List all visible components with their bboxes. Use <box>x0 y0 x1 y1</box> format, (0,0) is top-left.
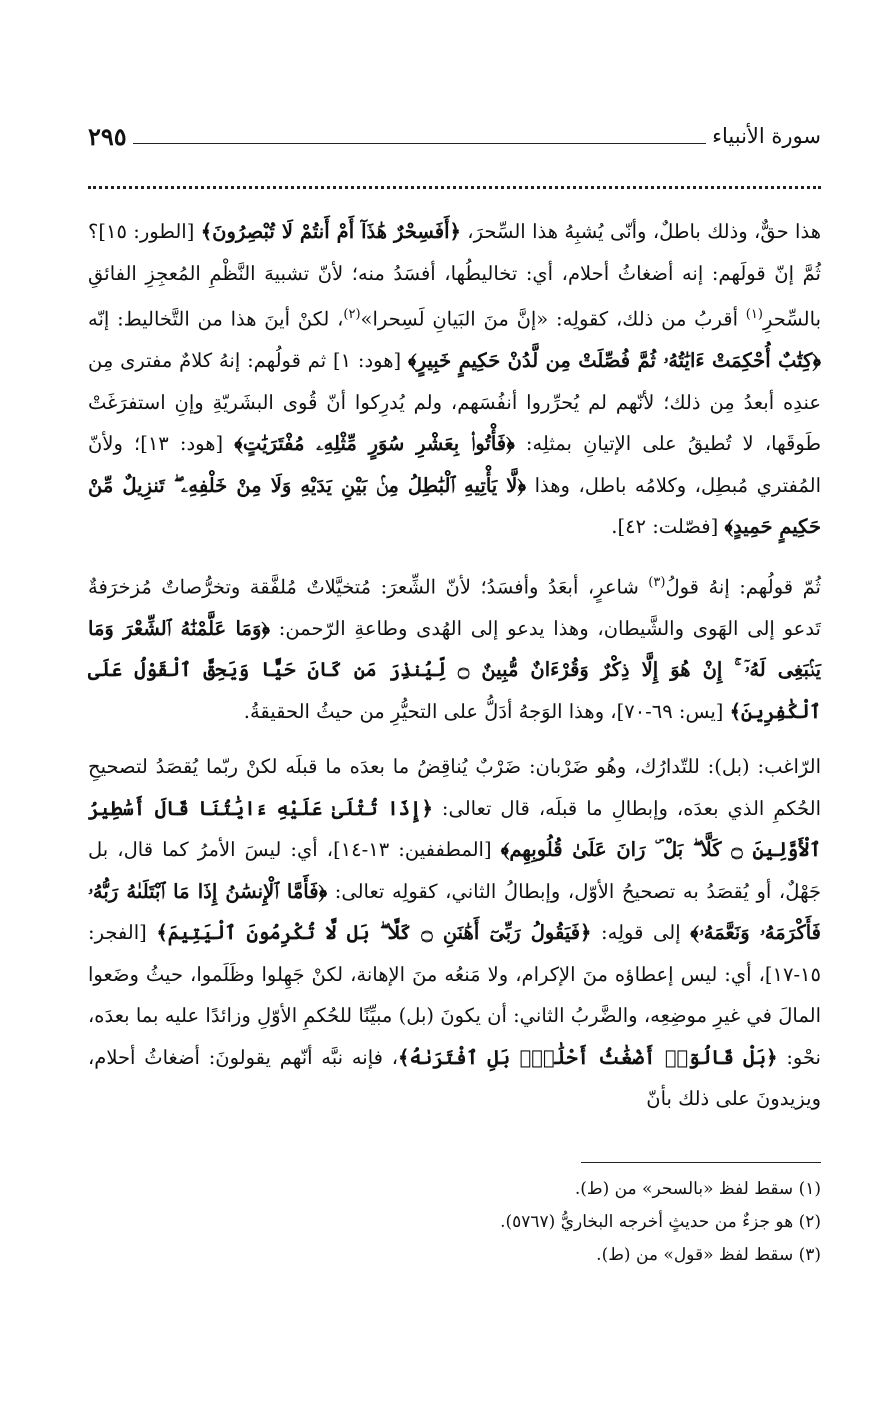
header-rule <box>133 129 706 144</box>
text-run: أقربُ من ذلك، كقولِه: «إنَّ منَ البَيانِ لَسِحرا» <box>360 307 746 331</box>
footnote-3: (٣) سقط لفظ «قول» من (ط). <box>596 1244 821 1265</box>
footnote-ref: (٢) <box>343 307 361 322</box>
main-text <box>88 211 821 1120</box>
quran-verse: ﴿فَأْتُوا۟ بِعَشْرِ سُوَرٍ مِّثْلِهِۦ مُفْتَرَيَٰتٍ﴾ <box>234 432 515 455</box>
surah-title: سورة الأنبياء <box>712 124 821 148</box>
text-run: [الطور: ١٥]؟ ثُمَّ إنّ قولَهم: إنه أضغاثُ أحلام، أي: تخاليطُها، أفسَدُ منه؛ لأنّ تشبيهَ النَّظْمِ المُعجِزِ الفائقِ بالسِّحرِ <box>88 220 821 331</box>
text-run: إلى قولِه: <box>591 921 691 944</box>
dotted-divider <box>88 186 821 189</box>
quran-verse: ﴿فَيَقُولُ رَبِّىٓ أَهَٰنَنِ ۝ كَلَّا ۖ بَل لَّا تُكْرِمُونَ ٱلْيَتِيمَ﴾ <box>156 921 592 944</box>
text-run: [يس: ٦٩-٧٠]، وهذا الوَجهُ أدَلُّ على التحيُّرِ من حيثُ الحقيقةُ. <box>243 699 730 723</box>
text-run: شاعرٍ، أبعَدُ وأفسَدُ؛ لأنّ الشِّعرَ: مُتخيَّلاتٌ مُلفَّقة وتخرُّصاتٌ مُزخرَفةٌ تَدعو إلى الهَوى والشَّيطان، وهذا يدعو إلى الهُدى وطاعةِ الرّحمن: <box>88 575 821 640</box>
footnote-2: (٢) هو جزءٌ من حديثٍ أخرجه البخاريُّ (٥٧٦٧). <box>500 1211 821 1232</box>
footnote-separator <box>581 1162 821 1163</box>
text-run: هذا حقٌّ، وذلك باطلٌ، وأنّى يُشبِهُ هذا السِّحرَ، <box>460 220 821 243</box>
paragraph <box>88 562 821 733</box>
text-run: [المطففين: ١٣-١٤]، أي: ليسَ الأمرُ كما قال، بل جَهْلٌ، أو يُقصَدُ به تصحيحُ الأوّل، وإبطالُ الثاني، كقولِه تعالى: <box>88 838 822 903</box>
page-number: ٢٩٥ <box>88 121 127 151</box>
quran-verse: ﴿كِتَٰبٌ أُحْكِمَتْ ءَايَٰتُهُۥ ثُمَّ فُصِّلَتْ مِن لَّدُنْ حَكِيمٍ خَبِيرٍ﴾ <box>407 349 821 372</box>
quran-verse: ﴿إِذَا تُتْلَىٰ عَلَيْهِ ءَايَٰتُنَا قَالَ أَسَٰطِيرُ ٱلْأَوَّلِينَ ۝ كَلَّا ۖ بَلْ ۜ رَانَ عَلَىٰ قُلُوبِهِم﴾ <box>88 796 821 861</box>
text-run: الرّاغب: (بل): للتّدارُك، وهُو ضَرْبان: ضَرْبٌ يُناقِضُ ما بعدَه ما قبلَه لكنْ ربّما يُقصَدُ لتصحيحِ الحُكمِ الذي بعدَه، وإبطالِ ما قبلَه، قال تعالى: <box>88 755 822 820</box>
text-run: [الفجر: ١٥-١٧]، أي: ليس إعطاؤه منَ الإكرام، ولا مَنعُه منَ الإهانة، لكنْ جَهِلوا وظَلَموا، حيثُ وضَعوا المالَ في غيرِ موضِعِه، والضَّربُ الثاني: أن يكونَ (بل) مبيِّنًا للحُكمِ الأوّلِ وزائدًا عليه بما بعدَه، نحْو: <box>88 921 821 1069</box>
paragraph <box>88 746 821 1120</box>
quran-verse: ﴿أَفَسِحْرٌ هَٰذَآ أَمْ أَنتُمْ لَا تُبْصِرُونَ﴾ <box>200 220 461 243</box>
text-run: [هود: ١٣]؛ ولأنّ المُفتري مُبطِل، وكلامُه باطل، وهذا <box>88 432 821 497</box>
quran-verse: ﴿وَمَا عَلَّمْنَٰهُ ٱلشِّعْرَ وَمَا يَنۢبَغِى لَهُۥٓ ۚ إِنْ هُوَ إِلَّا ذِكْرٌ وَقُرْءَانٌ مُّبِينٌ ۝ لِّيُنذِرَ مَن كَانَ حَيًّا وَيَحِقَّ ٱلْقَوْلُ عَلَى ٱلْكَٰفِرِينَ﴾ <box>88 616 821 723</box>
running-header <box>88 118 821 154</box>
footnote-1: (١) سقط لفظ «بالسحر» من (ط). <box>574 1178 821 1199</box>
footnotes <box>88 1173 821 1272</box>
quran-verse: ﴿لَّا يَأْتِيهِ ٱلْبَٰطِلُ مِنۢ بَيْنِ يَدَيْهِ وَلَا مِنْ خَلْفِهِۦ ۖ تَنزِيلٌ مِّنْ حَكِيمٍ حَمِيدٍ﴾ <box>88 473 821 538</box>
footnote-ref: (٣) <box>648 574 666 590</box>
text-run: ثُمّ قولُهم: إنهُ قولُ <box>665 575 821 598</box>
text-run: [هود: ١] ثم قولُهم: إنهُ كلامٌ مفترى مِن عندِه أبعدُ مِن ذلك؛ لأنّهم لم يُحرِّروا أنفُسَهم، ولم يُدرِكوا أنّ قُوى البشَريّةِ وإنِ استفرَغَتْ طَوقَها، لا تُطيقُ على الإتيانِ بمثلِه: <box>88 349 821 455</box>
text-run: ، فإنه نبَّه أنّهم يقولونَ: أضغاثُ أحلام، ويزيدونَ على ذلك بأنّ <box>88 1045 821 1110</box>
text-run: [فصّلت: ٤٢]. <box>611 515 725 538</box>
text-run: ، لكنْ أينَ هذا من التَّخاليط: إنّه <box>88 307 344 331</box>
quran-verse: ﴿فَأَمَّا ٱلْإِنسَٰنُ إِذَا مَا ٱبْتَلَىٰهُ رَبُّهُۥ فَأَكْرَمَهُۥ وَنَعَّمَهُۥ﴾ <box>88 879 821 944</box>
paragraph <box>88 211 821 548</box>
footnote-ref: (١) <box>745 307 763 322</box>
quran-verse: ﴿بَلْ قَالُوٓا۟ أَضْغَٰثُ أَحْلَٰمٍۭ بَلِ ٱفْتَرَىٰهُ﴾ <box>398 1045 778 1069</box>
